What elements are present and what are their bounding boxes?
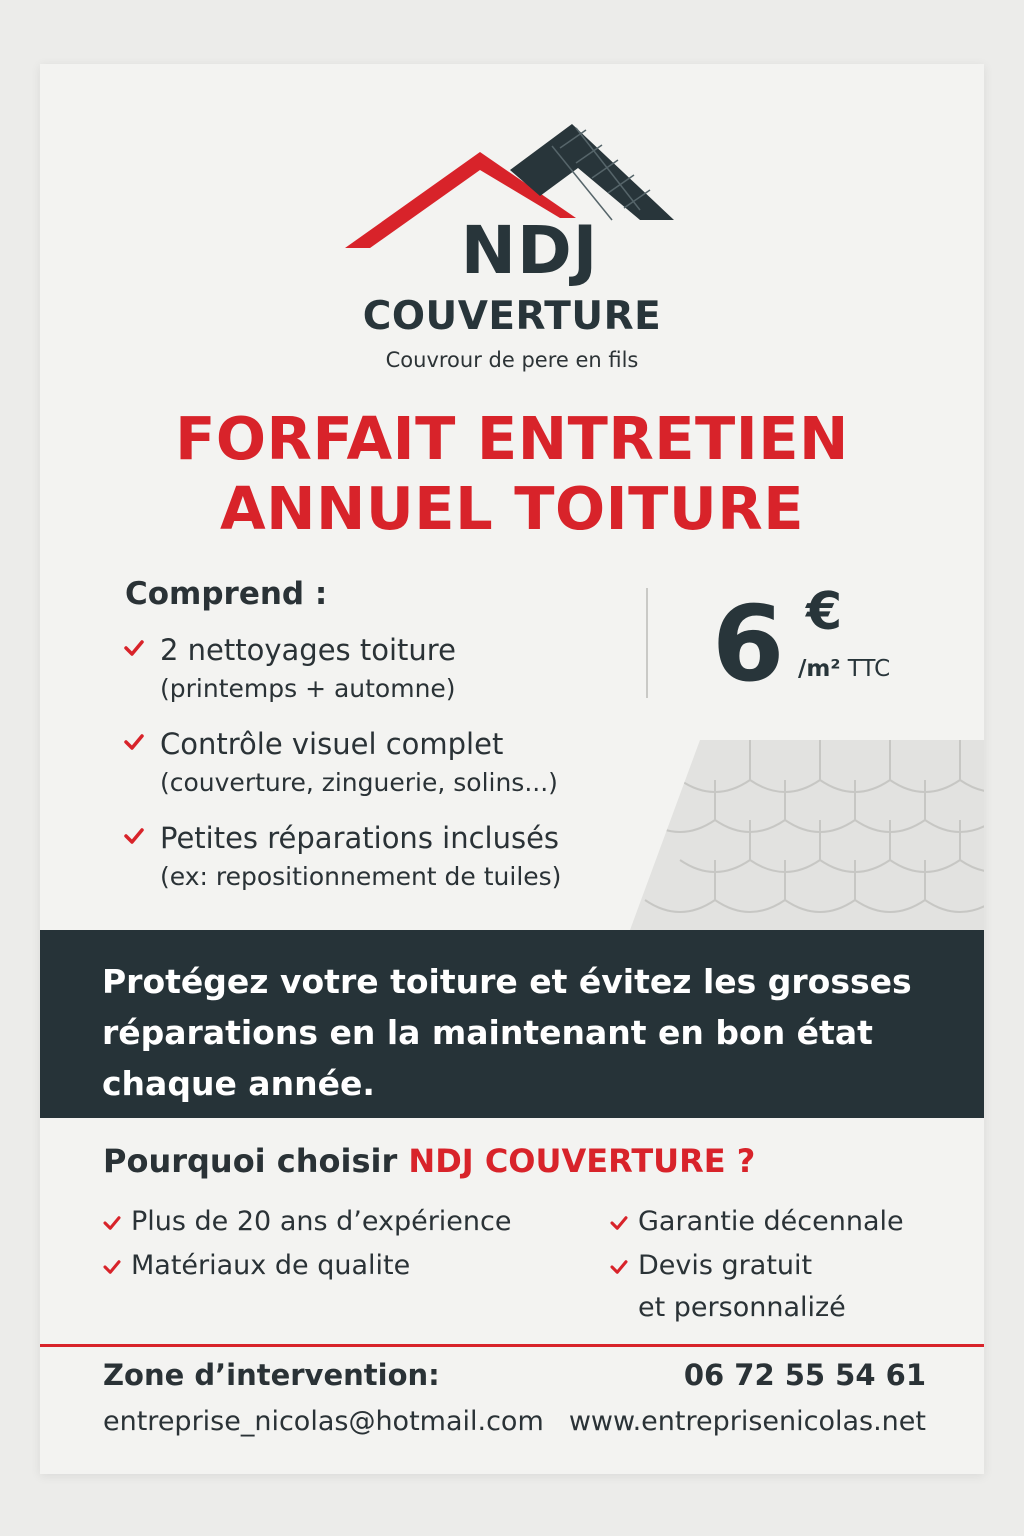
brand-tagline: Couvrour de pere en fils [385,348,639,372]
why-list-left [103,1200,512,1288]
website-link[interactable]: www.entreprisenicolas.net [568,1406,926,1437]
why-item-label: Devis gratuit [638,1250,813,1281]
check-icon [103,1216,121,1230]
include-title: 2 nettoyages toiture [160,633,456,667]
check-icon [610,1216,628,1230]
why-item-label: Matériaux de qualite [131,1250,411,1281]
check-icon [124,828,144,844]
divider [646,588,648,698]
include-detail: (ex: repositionnement de tuiles) [160,862,562,891]
includes-heading: Comprend : [125,576,328,612]
check-icon [610,1260,628,1274]
why-item-continuation: et personnalizé [638,1292,846,1323]
include-title: Petites réparations inclusés [160,821,560,855]
why-list-right [610,1200,904,1328]
price-amount: 6 [712,583,785,705]
list-item [103,1244,512,1288]
price-unit-label: /m² [798,656,841,682]
check-icon [103,1260,121,1274]
why-item-label: Garantie décennale [638,1206,904,1237]
flyer [40,64,984,1474]
price-tax: TTC [847,656,891,682]
price-currency: € [806,582,843,642]
include-detail: (printemps + automne) [160,674,456,703]
why-heading-brand: NDJ COUVERTURE ? [408,1142,756,1180]
why-item-label: Plus de 20 ans d’expérience [131,1206,512,1237]
list-item [103,1200,512,1244]
price-unit [798,656,890,682]
list-item [124,630,684,708]
email-address[interactable]: entreprise_nicolas@hotmail.com [103,1406,544,1437]
why-heading-prefix: Pourquoi choisir [103,1142,398,1180]
include-detail: (couverture, zinguerie, solins...) [160,768,558,797]
list-item [610,1244,904,1288]
why-heading [103,1142,755,1180]
check-icon [124,734,144,750]
brand-subname: COUVERTURE [362,294,662,339]
list-item [610,1200,904,1244]
brand-name: NDJ [460,212,599,289]
divider-red [40,1344,984,1347]
headline [40,404,984,544]
headline-line1: FORFAIT ENTRETIEN [175,404,849,473]
include-title: Contrôle visuel complet [160,727,504,761]
check-icon [124,640,144,656]
zone-label: Zone d’intervention: [103,1358,440,1392]
roof-tiles-icon [580,740,984,930]
banner-text: Protégez votre toiture et évitez les grosses réparations en la maintenant en bon état chaque année. [102,962,912,1103]
phone-number[interactable]: 06 72 55 54 61 [683,1358,926,1392]
headline-line2: ANNUEL TOITURE [219,474,804,543]
info-banner [40,930,984,1118]
